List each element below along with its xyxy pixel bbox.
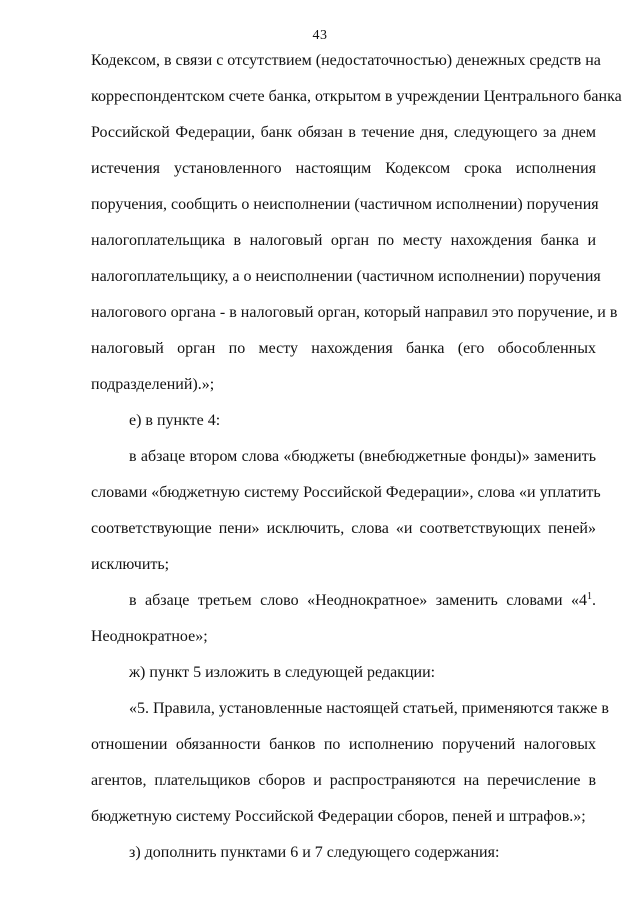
text-line: Российской Федерации, банк обязан в течение дня, следующего за днем: [91, 124, 596, 141]
text-line: в абзаце втором слова «бюджеты (внебюджетные фонды)» заменить: [129, 448, 596, 465]
text-line: поручения, сообщить о неисполнении (частичном исполнении) поручения: [91, 196, 599, 213]
text-line-main: в абзаце третьем слово «Неоднократное» заменить словами «4: [129, 592, 587, 609]
text-line: исключить;: [91, 556, 170, 573]
text-line: ж) пункт 5 изложить в следующей редакции:: [129, 664, 436, 681]
text-line-period: .: [592, 592, 596, 609]
text-line: соответствующие пени» исключить, слова «и соответствующих пеней»: [91, 520, 596, 537]
text-line: истечения установленного настоящим Кодексом срока исполнения: [91, 160, 596, 177]
text-line: корреспондентском счете банка, открытом в учреждении Центрального банка: [91, 88, 622, 105]
text-line: отношении обязанности банков по исполнению поручений налоговых: [91, 736, 596, 753]
text-line: з) дополнить пунктами 6 и 7 следующего содержания:: [129, 844, 500, 861]
text-line: е) в пункте 4:: [129, 412, 221, 429]
text-line: налогоплательщику, а о неисполнении (частичном исполнении) поручения: [91, 268, 601, 285]
text-line: бюджетную систему Российской Федерации сборов, пеней и штрафов.»;: [91, 808, 586, 825]
text-line: словами «бюджетную систему Российской Федерации», слова «и уплатить: [91, 484, 601, 501]
text-line: налогового органа - в налоговый орган, который направил это поручение, и в: [91, 304, 618, 321]
text-line: «5. Правила, установленные настоящей статьей, применяются также в: [129, 700, 609, 717]
text-line: Неоднократное»;: [91, 628, 208, 645]
text-line: агентов, плательщиков сборов и распространяются на перечисление в: [91, 772, 596, 789]
text-line: Кодексом, в связи с отсутствием (недостаточностью) денежных средств на: [91, 52, 601, 69]
text-line: налогоплательщика в налоговый орган по месту нахождения банка и: [91, 232, 596, 249]
text-line-with-superscript: [129, 590, 596, 612]
superscript-number: 1: [587, 591, 592, 602]
page-number: 43: [312, 28, 328, 43]
text-line: подразделений).»;: [91, 376, 215, 393]
text-line: налоговый орган по месту нахождения банка (его обособленных: [91, 340, 596, 357]
